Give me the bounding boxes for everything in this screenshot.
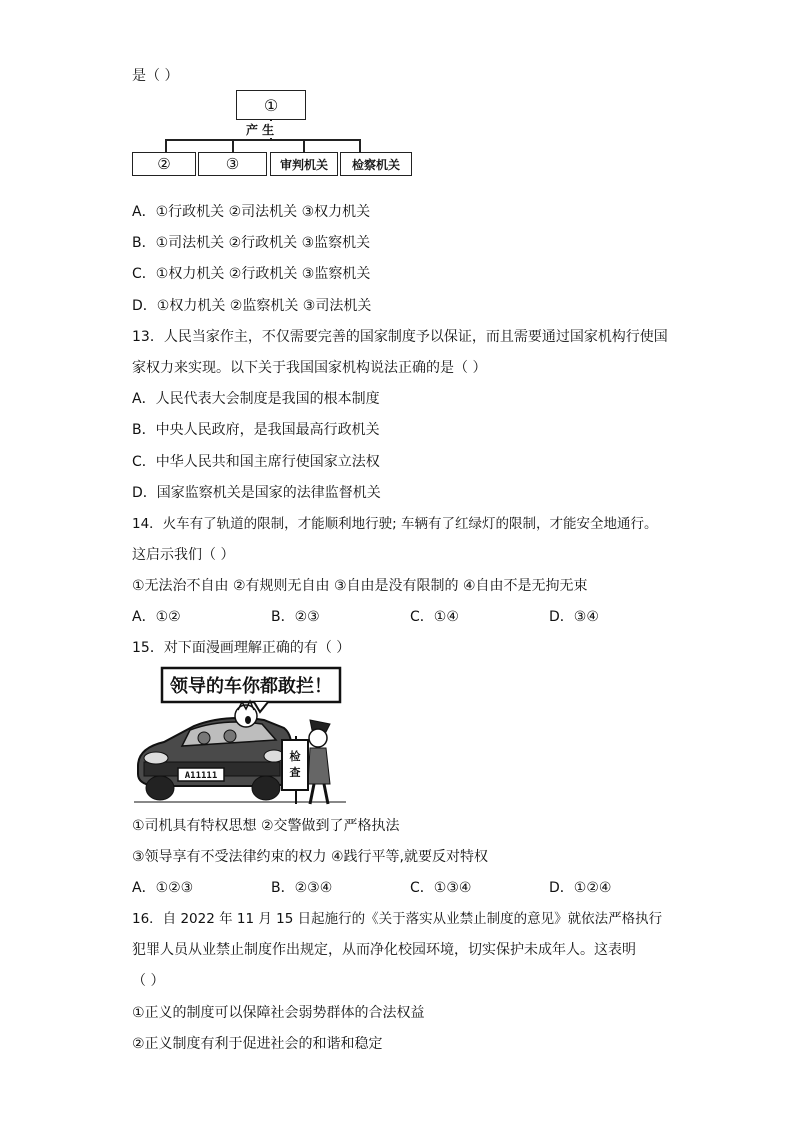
q15-statements-2: ③领导享有不受法律约束的权力 ④践行平等,就要反对特权 [132,849,489,865]
police-head [309,729,327,747]
cartoon-drawing [134,666,346,806]
diagram-box-3: ③ [198,152,267,176]
q16-stem-line2: 犯罪人员从业禁止制度作出规定，从而净化校园环境，切实保护未成年人。这表明 [132,942,636,958]
q14-option-b: B．②③ [271,609,320,625]
car-wheel [252,776,280,800]
q14-stem-line1: 14．火车有了轨道的限制，才能顺利地行驶; 车辆有了红绿灯的限制，才能安全地通行。 [132,516,658,532]
police-body [308,748,330,784]
q15-stem: 15．对下面漫画理解正确的有（ ） [132,640,351,656]
q14-statements: ①无法治不自由 ②有规则无自由 ③自由是没有限制的 ④自由不是无拘无束 [132,578,588,594]
q13-option-a: A．人民代表大会制度是我国的根本制度 [132,391,380,407]
q16-stem-line3: （ ） [132,973,165,989]
state-organ-diagram [132,90,422,180]
diagram-branch-line [165,139,359,141]
diagram-produce-label: 产 生 [246,123,275,137]
diagram-box-court: 审判机关 [270,152,338,176]
q14-option-a: A．①② [132,609,181,625]
q14-option-d: D．③④ [549,609,599,625]
diagram-box-procuratorate: 检察机关 [340,152,412,176]
diagram-box-2: ② [132,152,196,176]
q15-statements-1: ①司机具有特权思想 ②交警做到了严格执法 [132,818,400,834]
license-plate-text: A11111 [184,771,218,781]
diagram-connector [359,139,361,153]
q13-option-c: C．中华人民共和国主席行使国家立法权 [132,454,380,470]
q12-stem-tail: 是（ ） [132,68,179,84]
q12-option-a: A．①行政机关 ②司法机关 ③权力机关 [132,204,371,220]
q16-stem-line1: 16．自 2022 年 11 月 15 日起施行的《关于落实从业禁止制度的意见》就依法严格执行 [132,911,663,927]
diagram-connector [165,139,167,153]
speech-text: 领导的车你都敢拦！ [170,676,332,697]
q15-options [132,878,611,898]
q14-options [132,607,599,627]
q15-option-a: A．①②③ [132,880,194,896]
q13-stem-line1: 13．人民当家作主，不仅需要完善的国家制度予以保证，而且需要通过国家机构行使国 [132,329,668,345]
q13-stem-line2: 家权力来实现。以下关于我国国家机构说法正确的是（ ） [132,360,487,376]
q15-option-c: C．①③④ [410,880,472,896]
q13-option-d: D．国家监察机关是国家的法律监督机关 [132,485,381,501]
diagram-top-box: ① [236,90,306,120]
q14-stem-line2: 这启示我们（ ） [132,547,235,563]
q15-option-d: D．①②④ [549,880,612,896]
inspection-sign-char-1: 检查 [289,750,301,779]
diagram-connector [232,139,234,153]
q14-option-c: C．①④ [410,609,459,625]
q12-option-b: B．①司法机关 ②行政机关 ③监察机关 [132,235,371,251]
q13-option-b: B．中央人民政府，是我国最高行政机关 [132,422,380,438]
diagram-connector [303,139,305,153]
inspection-sign [282,740,308,790]
q15-option-b: B．②③④ [271,880,333,896]
q16-statement-1: ①正义的制度可以保障社会弱势群体的合法权益 [132,1005,425,1021]
traffic-cartoon [134,666,346,806]
q16-statement-2: ②正义制度有利于促进社会的和谐和稳定 [132,1036,383,1052]
q12-option-c: C．①权力机关 ②行政机关 ③监察机关 [132,266,371,282]
q12-option-d: D．①权力机关 ②监察机关 ③司法机关 [132,298,372,314]
car-wheel [146,776,174,800]
